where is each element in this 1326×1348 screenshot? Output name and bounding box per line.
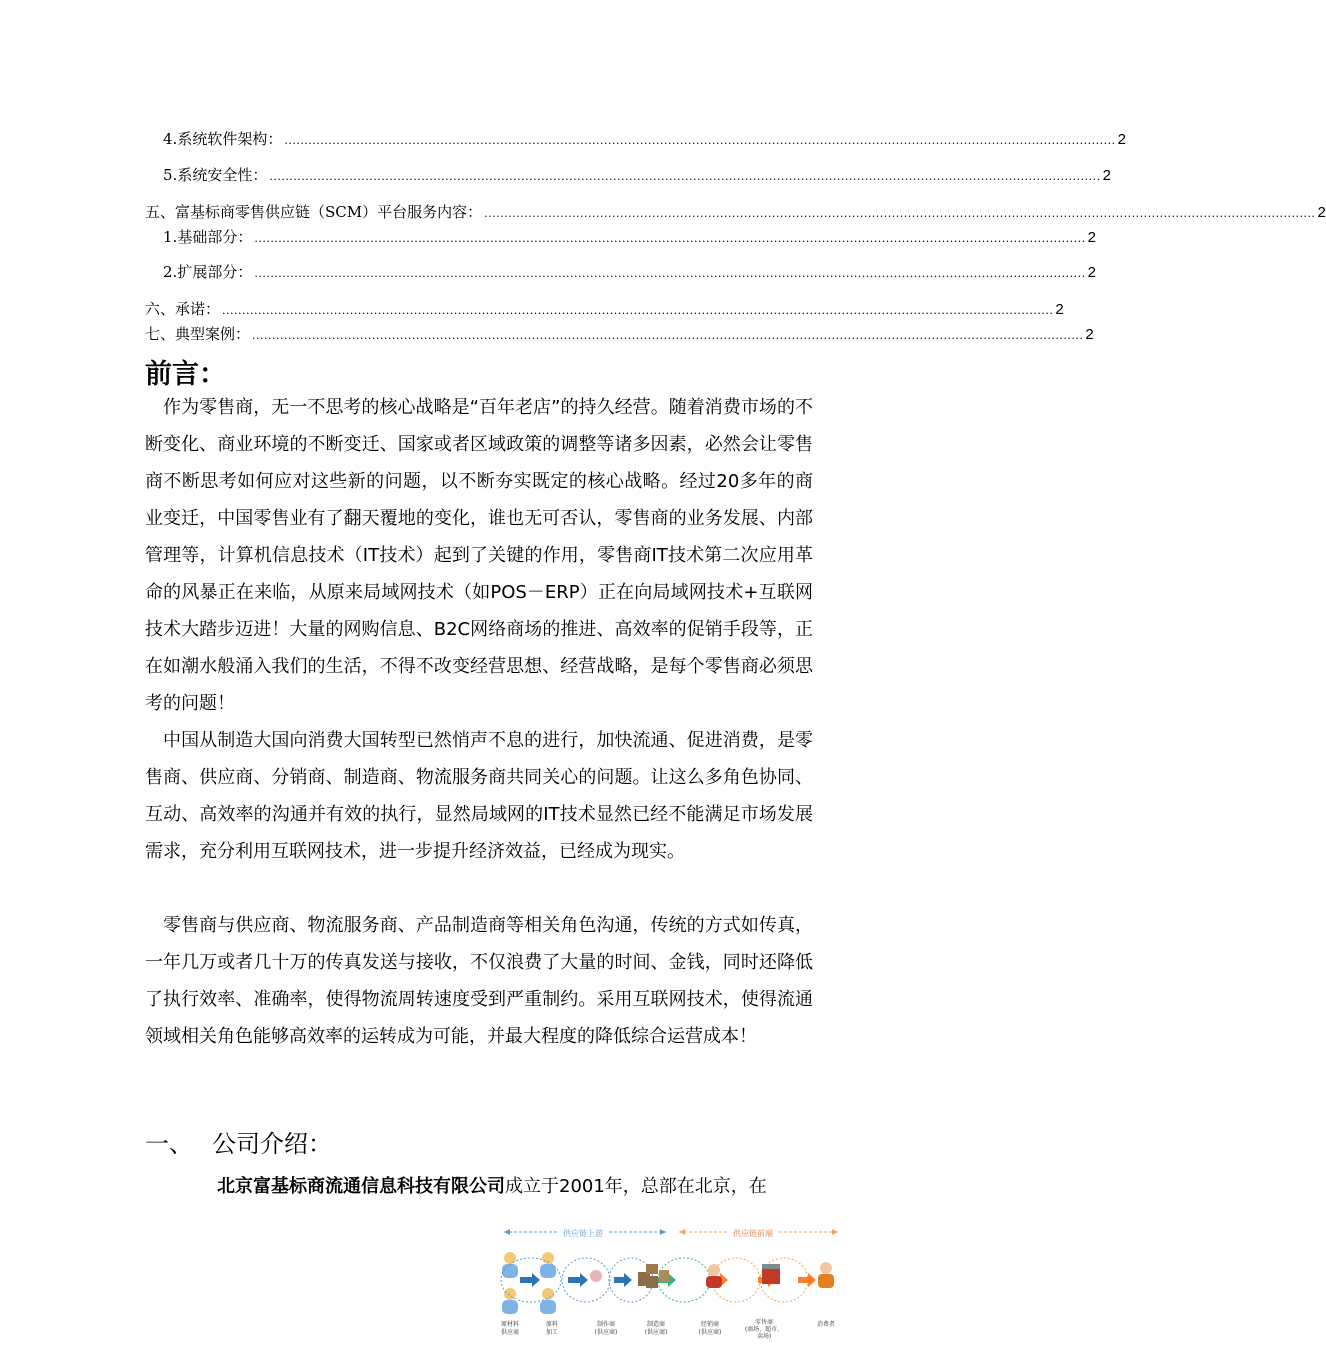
upstream-arrow-right [660,1229,666,1235]
node-label: 制造商 [646,1321,666,1328]
frontend-arrow-right [832,1229,838,1235]
toc-entry[interactable] [145,323,1094,344]
section-number: 一、 [145,1130,193,1158]
toc-entry-page: 2 [1087,229,1096,246]
section-heading [145,1124,332,1159]
person-icon [706,1276,722,1288]
node-label: 零售商 [754,1319,774,1326]
toc-leader: ................................................................................................................................................................................................................ [222,304,1054,317]
preface-paragraph-text: 作为零售商，无一不思考的核心战略是“百年老店”的持久经营。随着消费市场的不断变化、商业环境的不断变迁、国家或者区域政策的调整等诸多因素，必然会让零售商不断思考如何应对这些新的问题，以不断夯实既定的核心战略。经过20多年的商业变迁，中国零售业有了翻天覆地的变化，谁也无可否认，零售商的业务发展、内部管理等，计算机信息技术（IT技术）起到了关键的作用，零售商IT技术第二次应用革命的风暴正在来临，从原来局域网技术（如POS－ERP）正在向局域网技术+互联网技术大踏步迈进！大量的网购信息、B2C网络商场的推进、高效率的促销手段等，正在如潮水般涌入我们的生活，不得不改变经营思想、经营战略，是每个零售商必须思考的问题！ [145,397,813,714]
preface-paragraph [145,907,813,1055]
toc-leader: ................................................................................................................................................................................................................ [284,134,1116,147]
toc-entry-page: 2 [1102,167,1111,184]
person-icon [502,1300,518,1314]
node-label: 制作商 [596,1321,616,1328]
person-icon [504,1288,516,1300]
toc-entry-number: 4. [163,130,178,148]
person-icon [540,1264,556,1278]
preface-paragraph-text: 中国从制造大国向消费大国转型已然悄声不息的进行，加快流通、促进消费，是零售商、供应商、分销商、制造商、物流服务商共同关心的问题。让这么多角色协同、互动、高效率的沟通并有效的执行，显然局域网的IT技术显然已经不能满足市场发展需求，充分利用互联网技术，进一步提升经济效益，已经成为现实。 [145,730,813,862]
consumer-icon [820,1262,832,1274]
toc-entry-title: 扩展部分： [177,263,253,281]
section-title: 公司介绍： [212,1130,332,1158]
toc-entry-page: 2 [1117,131,1126,148]
node-label: 加工 [545,1329,559,1336]
toc-entry[interactable] [163,164,1111,185]
supply-chain-svg [496,1218,841,1344]
node-label: (商场、超市、 [744,1326,784,1333]
flow-arrow-icon [568,1273,588,1287]
supply-chain-diagram [496,1218,841,1344]
factory-icon [590,1270,602,1282]
toc-entry-number: 六、 [145,300,176,318]
node-label: 经销商 [700,1321,720,1328]
flow-arrow-icon [614,1273,632,1287]
node-label: 原料 [545,1321,559,1328]
node-label: 消费者 [816,1321,836,1328]
upstream-label: 供应链上游 [563,1229,603,1238]
toc-leader: ................................................................................................................................................................................................................ [254,267,1086,280]
toc-entry-number: 5. [163,166,178,184]
person-icon [542,1288,554,1300]
frontend-arrow-left [679,1229,685,1235]
toc-entry-title: 系统软件架构： [177,130,283,148]
toc-entry[interactable] [163,226,1096,247]
person-icon [540,1300,556,1314]
toc-leader: ................................................................................................................................................................................................................ [252,329,1084,342]
node-label: (供应商) [644,1329,668,1336]
person-icon [502,1264,518,1278]
box-icon [646,1264,658,1274]
toc-entry[interactable] [163,261,1096,282]
node-label: (供应商) [594,1329,618,1336]
company-name: 北京富基标商流通信息科技有限公司 [217,1176,505,1197]
toc-entry-number: 七、 [145,325,176,343]
toc-entry-number: 2. [163,263,178,281]
company-intro-text: 成立于2001年，总部在北京，在 [505,1176,767,1197]
toc-entry-title: 系统安全性： [177,166,268,184]
toc-entry-page: 2 [1055,301,1064,318]
toc-entry-title: 典型案例： [175,325,251,343]
company-intro [145,1168,813,1205]
upstream-arrow-left [504,1229,510,1235]
toc-entry-number: 五、 [145,203,176,221]
toc-entry-title: 富基标商零售供应链（SCM）平台服务内容： [175,203,483,221]
preface-paragraph [145,389,813,722]
flow-arrow-icon [520,1273,540,1287]
toc-entry[interactable] [163,128,1126,149]
consumer-icon [818,1274,834,1288]
frontend-label: 供应链前端 [733,1229,773,1238]
toc-entry-title: 基础部分： [177,228,253,246]
toc-entry-number: 1. [163,228,178,246]
node-label: 卖场) [756,1333,772,1340]
toc-entry[interactable] [145,201,1326,222]
preface-title: 前言： [145,359,226,390]
node-label: (供应商) [698,1329,722,1336]
toc-entry-page: 2 [1085,326,1094,343]
preface-paragraph [145,722,813,870]
preface-paragraph-text: 零售商与供应商、物流服务商、产品制造商等相关角色沟通，传统的方式如传真，一年几万或者几十万的传真发送与接收，不仅浪费了大量的时间、金钱，同时还降低了执行效率、准确率，使得物流周转速度受到严重制约。采用互联网技术，使得流通领域相关角色能够高效率的运转成为可能，并最大程度的降低综合运营成本！ [145,915,813,1047]
toc-entry-page: 2 [1087,264,1096,281]
node-label: 供应商 [500,1329,520,1336]
toc-entry-title: 承诺： [175,300,221,318]
box-icon [659,1270,669,1282]
person-icon [708,1264,720,1276]
store-icon [762,1264,780,1269]
toc-leader: ................................................................................................................................................................................................................ [269,170,1101,183]
toc-leader: ................................................................................................................................................................................................................ [254,232,1086,245]
node-label: 原材料 [500,1321,520,1328]
toc-entry-page: 2 [1317,204,1326,221]
store-icon [762,1268,780,1284]
toc-entry[interactable] [145,298,1064,319]
toc-leader: ................................................................................................................................................................................................................ [484,207,1316,220]
box-icon [646,1276,658,1288]
